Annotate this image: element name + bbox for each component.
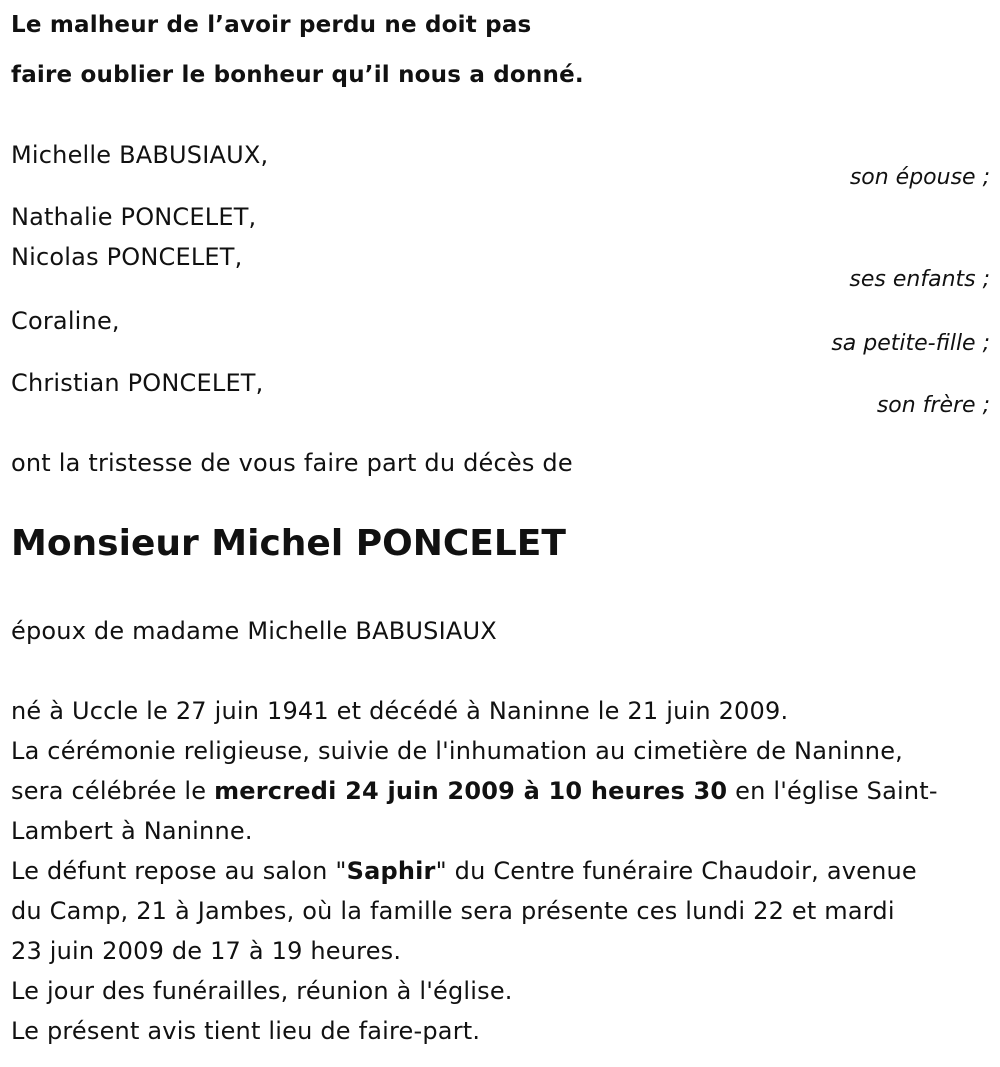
announcement-text: ont la tristesse de vous faire part du décès de (11, 449, 573, 477)
deceased-name: Monsieur Michel PONCELET (11, 523, 566, 564)
notice-line: Le présent avis tient lieu de faire-part. (11, 1017, 481, 1045)
spouse-name: Michelle BABUSIAUX, (11, 141, 269, 169)
rest-line-3: 23 juin 2009 de 17 à 19 heures. (11, 937, 402, 965)
brother-relation: son frère ; (876, 393, 990, 418)
birth-death-line: né à Uccle le 27 juin 1941 et décédé à Naninne le 21 juin 2009. (11, 697, 789, 725)
ceremony-line-2-post: en l'église Saint- (727, 777, 938, 805)
child-name-2: Nicolas PONCELET, (11, 243, 243, 271)
grandchild-name: Coraline, (11, 307, 120, 335)
child-name-1: Nathalie PONCELET, (11, 203, 257, 231)
spouse-relation: son épouse ; (849, 165, 990, 190)
ceremony-line-2-pre: sera célébrée le (11, 777, 215, 805)
funeral-day-line: Le jour des funérailles, réunion à l'église. (11, 977, 513, 1005)
ceremony-datetime: mercredi 24 juin 2009 à 10 heures 30 (214, 777, 728, 805)
rest-line-1 (11, 856, 917, 886)
ceremony-line-2 (11, 776, 938, 806)
quote-line-1: Le malheur de l’avoir perdu ne doit pas (11, 12, 532, 38)
ceremony-line-3: Lambert à Naninne. (11, 817, 253, 845)
rest-line-2: du Camp, 21 à Jambes, où la famille sera présente ces lundi 22 et mardi (11, 897, 895, 925)
ceremony-line-1: La cérémonie religieuse, suivie de l'inhumation au cimetière de Naninne, (11, 737, 904, 765)
children-relation: ses enfants ; (849, 267, 990, 292)
brother-name: Christian PONCELET, (11, 369, 264, 397)
grandchild-relation: sa petite-fille ; (831, 331, 990, 356)
quote-line-2: faire oublier le bonheur qu’il nous a donné. (11, 62, 584, 88)
rest-line-1-post: " du Centre funéraire Chaudoir, avenue (435, 857, 917, 885)
spouse-line: époux de madame Michelle BABUSIAUX (11, 617, 497, 645)
salon-name: Saphir (346, 857, 436, 885)
rest-line-1-pre: Le défunt repose au salon " (11, 857, 347, 885)
